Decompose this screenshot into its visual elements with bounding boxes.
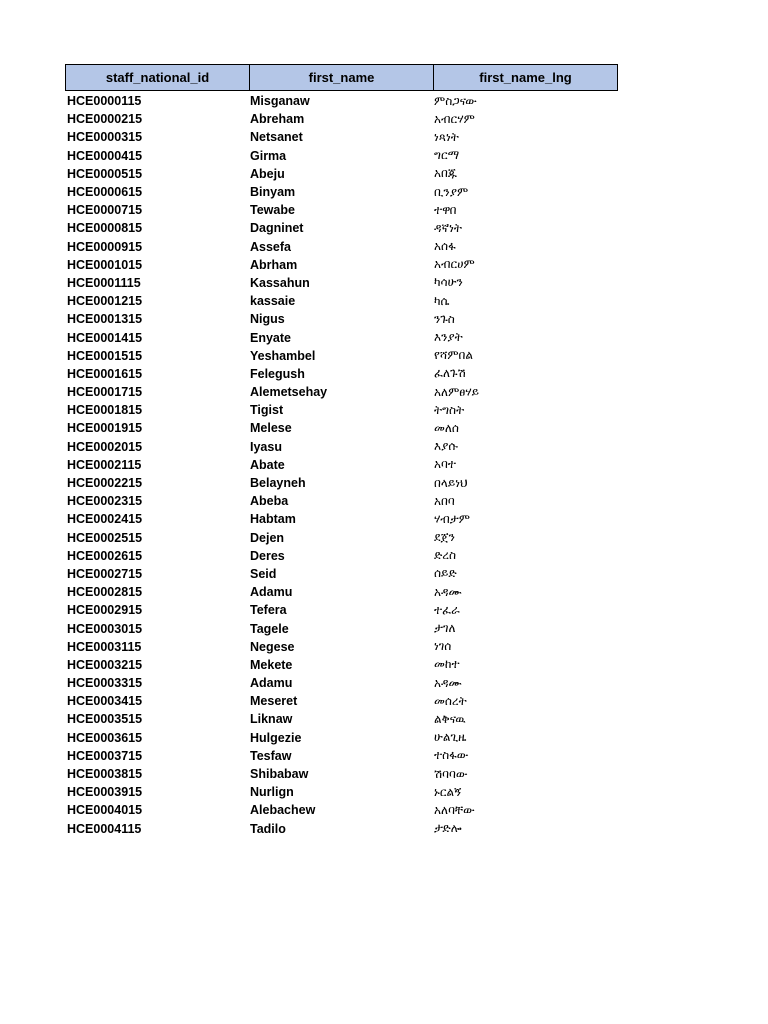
staff-national-id-cell[interactable]: HCE0000515 bbox=[67, 166, 143, 181]
staff-national-id-cell[interactable]: HCE0001215 bbox=[67, 294, 143, 309]
first-name-cell[interactable]: Misganaw bbox=[250, 94, 310, 109]
first-name-lng-cell[interactable]: ነጻነት bbox=[434, 129, 459, 144]
first-name-lng-cell[interactable]: አሰፋ bbox=[434, 239, 456, 254]
table-row bbox=[65, 820, 618, 838]
staff-national-id-cell[interactable]: HCE0001515 bbox=[67, 348, 143, 363]
first-name-cell[interactable]: Enyate bbox=[250, 330, 291, 345]
staff-national-id-cell[interactable]: HCE0002815 bbox=[67, 585, 143, 600]
staff-national-id-cell[interactable]: HCE0003515 bbox=[67, 712, 143, 727]
first-name-lng-cell[interactable]: ንጉስ bbox=[434, 311, 455, 326]
staff-national-id-cell[interactable]: HCE0000215 bbox=[67, 112, 143, 127]
table-row bbox=[65, 183, 618, 201]
table-row bbox=[65, 601, 618, 619]
first-name-lng-cell[interactable]: ቢንያም bbox=[434, 184, 469, 199]
first-name-cell[interactable]: Abate bbox=[250, 457, 285, 472]
staff-national-id-cell[interactable]: HCE0001015 bbox=[67, 257, 143, 272]
table-row bbox=[65, 292, 618, 310]
table-row bbox=[65, 765, 618, 783]
table-row bbox=[65, 510, 618, 528]
first-name-lng-cell[interactable]: ፈለጉሽ bbox=[434, 366, 466, 381]
table-row bbox=[65, 619, 618, 637]
first-name-cell[interactable]: Alemetsehay bbox=[250, 385, 328, 400]
first-name-cell[interactable]: Deres bbox=[250, 548, 285, 563]
first-name-cell[interactable]: Tefera bbox=[250, 603, 287, 618]
first-name-lng-cell[interactable]: አዳሙ bbox=[434, 584, 462, 599]
first-name-lng-cell[interactable]: ካሳሁን bbox=[434, 275, 463, 290]
first-name-lng-cell[interactable]: መከተ bbox=[434, 657, 460, 672]
staff-national-id-cell[interactable]: HCE0001715 bbox=[67, 385, 143, 400]
table-row bbox=[65, 583, 618, 601]
table-row bbox=[65, 710, 618, 728]
staff-national-id-cell[interactable]: HCE0003915 bbox=[67, 785, 143, 800]
table-body bbox=[65, 92, 618, 838]
table-row bbox=[65, 274, 618, 292]
table-row bbox=[65, 310, 618, 328]
staff-national-id-cell[interactable]: HCE0002915 bbox=[67, 603, 143, 618]
first-name-cell[interactable]: Nigus bbox=[250, 312, 285, 327]
table-row bbox=[65, 383, 618, 401]
first-name-lng-cell[interactable]: እያሱ bbox=[434, 439, 458, 454]
first-name-lng-cell[interactable]: ደጀን bbox=[434, 530, 455, 545]
table-row bbox=[65, 256, 618, 274]
table-row bbox=[65, 492, 618, 510]
first-name-lng-cell[interactable]: አዳሙ bbox=[434, 675, 462, 690]
header-staff-national-id[interactable]: staff_national_id bbox=[66, 65, 250, 90]
first-name-cell[interactable]: Dagninet bbox=[250, 221, 304, 236]
first-name-cell[interactable]: Kassahun bbox=[250, 275, 310, 290]
first-name-cell[interactable]: Binyam bbox=[250, 185, 296, 200]
first-name-cell[interactable]: Shibabaw bbox=[250, 767, 309, 782]
first-name-lng-cell[interactable]: ሁልጊዜ bbox=[434, 730, 467, 745]
header-first-name[interactable]: first_name bbox=[250, 65, 434, 90]
staff-national-id-cell[interactable]: HCE0003715 bbox=[67, 748, 143, 763]
first-name-cell[interactable]: Abeju bbox=[250, 166, 285, 181]
first-name-cell[interactable]: Belayneh bbox=[250, 476, 306, 491]
staff-national-id-cell[interactable]: HCE0001615 bbox=[67, 366, 143, 381]
staff-national-id-cell[interactable]: HCE0000315 bbox=[67, 130, 143, 145]
first-name-cell[interactable]: Nurlign bbox=[250, 785, 294, 800]
staff-national-id-cell[interactable]: HCE0003015 bbox=[67, 621, 143, 636]
first-name-lng-cell[interactable]: እንያት bbox=[434, 330, 463, 345]
staff-national-id-cell[interactable]: HCE0002015 bbox=[67, 439, 143, 454]
table-row bbox=[65, 201, 618, 219]
first-name-lng-cell[interactable]: ዳኛነት bbox=[434, 220, 462, 235]
table-row bbox=[65, 219, 618, 237]
staff-national-id-cell[interactable]: HCE0002415 bbox=[67, 512, 143, 527]
table-row bbox=[65, 128, 618, 146]
staff-national-id-cell[interactable]: HCE0003215 bbox=[67, 657, 143, 672]
table-row bbox=[65, 419, 618, 437]
staff-national-id-cell[interactable]: HCE0002615 bbox=[67, 548, 143, 563]
first-name-cell[interactable]: Tigist bbox=[250, 403, 284, 418]
table-row bbox=[65, 529, 618, 547]
first-name-cell[interactable]: Tesfaw bbox=[250, 748, 292, 763]
first-name-lng-cell[interactable]: አብርሀም bbox=[434, 257, 475, 272]
staff-national-id-cell[interactable]: HCE0001115 bbox=[67, 275, 141, 290]
first-name-lng-cell[interactable]: ተዋበ bbox=[434, 202, 457, 217]
first-name-cell[interactable]: Assefa bbox=[250, 239, 291, 254]
table-row bbox=[65, 783, 618, 801]
first-name-cell[interactable]: Tewabe bbox=[250, 203, 295, 218]
table-row bbox=[65, 474, 618, 492]
staff-national-id-cell[interactable]: HCE0002215 bbox=[67, 476, 143, 491]
first-name-lng-cell[interactable]: ሽባባው bbox=[434, 766, 468, 781]
first-name-lng-cell[interactable]: ነገሰ bbox=[434, 639, 452, 654]
first-name-cell[interactable]: Adamu bbox=[250, 585, 293, 600]
first-name-lng-cell[interactable]: የሻምበል bbox=[434, 348, 474, 363]
table-row bbox=[65, 801, 618, 819]
first-name-cell[interactable]: Felegush bbox=[250, 366, 305, 381]
first-name-lng-cell[interactable]: በላይነህ bbox=[434, 475, 468, 490]
first-name-cell[interactable]: Tadilo bbox=[250, 821, 286, 836]
first-name-lng-cell[interactable]: ትግስት bbox=[434, 402, 465, 417]
table-row bbox=[65, 729, 618, 747]
first-name-lng-cell[interactable]: ሰይድ bbox=[434, 566, 457, 581]
first-name-lng-cell[interactable]: አበባ bbox=[434, 493, 455, 508]
first-name-cell[interactable]: Abreham bbox=[250, 112, 305, 127]
staff-national-id-cell[interactable]: HCE0002315 bbox=[67, 494, 143, 509]
staff-national-id-cell[interactable]: HCE0000615 bbox=[67, 185, 143, 200]
first-name-cell[interactable]: Alebachew bbox=[250, 803, 316, 818]
staff-national-id-cell[interactable]: HCE0002515 bbox=[67, 530, 143, 545]
first-name-lng-cell[interactable]: ተስፋው bbox=[434, 748, 469, 763]
staff-national-id-cell[interactable]: HCE0000715 bbox=[67, 203, 143, 218]
first-name-lng-cell[interactable]: አባተ bbox=[434, 457, 457, 472]
first-name-lng-cell[interactable]: ኑርልኝ bbox=[434, 784, 462, 799]
table-row bbox=[65, 692, 618, 710]
first-name-lng-cell[interactable]: አለምፀሃይ bbox=[434, 384, 480, 399]
first-name-cell[interactable]: Abeba bbox=[250, 494, 289, 509]
first-name-lng-cell[interactable]: ግርማ bbox=[434, 148, 460, 163]
staff-national-id-cell[interactable]: HCE0002115 bbox=[67, 457, 142, 472]
first-name-cell[interactable]: Iyasu bbox=[250, 439, 282, 454]
staff-national-id-cell[interactable]: HCE0000915 bbox=[67, 239, 143, 254]
staff-national-id-cell[interactable]: HCE0003615 bbox=[67, 730, 143, 745]
first-name-cell[interactable]: Netsanet bbox=[250, 130, 303, 145]
first-name-cell[interactable]: Tagele bbox=[250, 621, 289, 636]
first-name-cell[interactable]: Hulgezie bbox=[250, 730, 302, 745]
staff-national-id-cell[interactable]: HCE0001815 bbox=[67, 403, 143, 418]
first-name-lng-cell[interactable]: ተፈራ bbox=[434, 602, 460, 617]
table-row bbox=[65, 401, 618, 419]
table-row bbox=[65, 456, 618, 474]
first-name-lng-cell[interactable]: መሰረት bbox=[434, 693, 467, 708]
first-name-cell[interactable]: Yeshambel bbox=[250, 348, 316, 363]
first-name-lng-cell[interactable]: አበጁ bbox=[434, 166, 457, 181]
table-row bbox=[65, 92, 618, 110]
header-first-name-lng[interactable]: first_name_lng bbox=[479, 70, 572, 85]
table-row bbox=[65, 438, 618, 456]
staff-national-id-cell[interactable]: HCE0004015 bbox=[67, 803, 143, 818]
staff-national-id-cell[interactable]: HCE0002715 bbox=[67, 566, 143, 581]
table-row bbox=[65, 347, 618, 365]
staff-national-id-cell[interactable]: HCE0003115 bbox=[67, 639, 142, 654]
table-row bbox=[65, 565, 618, 583]
staff-national-id-cell[interactable]: HCE0000415 bbox=[67, 148, 143, 163]
first-name-cell[interactable]: Abrham bbox=[250, 257, 298, 272]
first-name-lng-cell[interactable]: ታድሎ bbox=[434, 821, 462, 836]
first-name-cell[interactable]: Girma bbox=[250, 148, 287, 163]
table-row bbox=[65, 674, 618, 692]
first-name-cell[interactable]: Liknaw bbox=[250, 712, 293, 727]
staff-national-id-cell[interactable]: HCE0004115 bbox=[67, 821, 142, 836]
first-name-cell[interactable]: Meseret bbox=[250, 694, 298, 709]
first-name-lng-cell[interactable]: ታገለ bbox=[434, 621, 456, 636]
first-name-lng-cell[interactable]: ድረስ bbox=[434, 548, 457, 563]
first-name-lng-cell[interactable]: አለባቸው bbox=[434, 802, 475, 817]
staff-national-id-cell[interactable]: HCE0003415 bbox=[67, 694, 143, 709]
table-row bbox=[65, 165, 618, 183]
table-row bbox=[65, 328, 618, 346]
staff-national-id-cell[interactable]: HCE0000815 bbox=[67, 221, 143, 236]
first-name-lng-cell[interactable]: መለሰ bbox=[434, 420, 459, 435]
staff-national-id-cell[interactable]: HCE0001315 bbox=[67, 312, 143, 327]
staff-national-id-cell[interactable]: HCE0003815 bbox=[67, 767, 143, 782]
table-row bbox=[65, 547, 618, 565]
first-name-cell[interactable]: Seid bbox=[250, 566, 277, 581]
first-name-cell[interactable]: Dejen bbox=[250, 530, 285, 545]
first-name-cell[interactable]: kassaie bbox=[250, 294, 296, 309]
first-name-cell[interactable]: Habtam bbox=[250, 512, 296, 527]
table-row bbox=[65, 147, 618, 165]
staff-national-id-cell[interactable]: HCE0001415 bbox=[67, 330, 143, 345]
first-name-lng-cell[interactable]: ሃብታም bbox=[434, 511, 470, 526]
table-row bbox=[65, 238, 618, 256]
first-name-cell[interactable]: Melese bbox=[250, 421, 292, 436]
table-row bbox=[65, 656, 618, 674]
first-name-lng-cell[interactable]: ካሴ bbox=[434, 293, 450, 308]
staff-national-id-cell[interactable]: HCE0001915 bbox=[67, 421, 143, 436]
staff-table bbox=[65, 64, 618, 838]
first-name-cell[interactable]: Adamu bbox=[250, 676, 293, 691]
staff-national-id-cell[interactable]: HCE0003315 bbox=[67, 676, 143, 691]
staff-national-id-cell[interactable]: HCE0000115 bbox=[67, 94, 142, 109]
first-name-lng-cell[interactable]: ልቅናዉ bbox=[434, 711, 466, 726]
first-name-lng-cell[interactable]: ምስጋናው bbox=[434, 93, 477, 108]
table-row bbox=[65, 638, 618, 656]
table-row bbox=[65, 110, 618, 128]
first-name-cell[interactable]: Mekete bbox=[250, 657, 293, 672]
table-header-row bbox=[65, 64, 618, 91]
table-row bbox=[65, 365, 618, 383]
table-row bbox=[65, 747, 618, 765]
first-name-cell[interactable]: Negese bbox=[250, 639, 295, 654]
first-name-lng-cell[interactable]: አብርሃም bbox=[434, 111, 475, 126]
